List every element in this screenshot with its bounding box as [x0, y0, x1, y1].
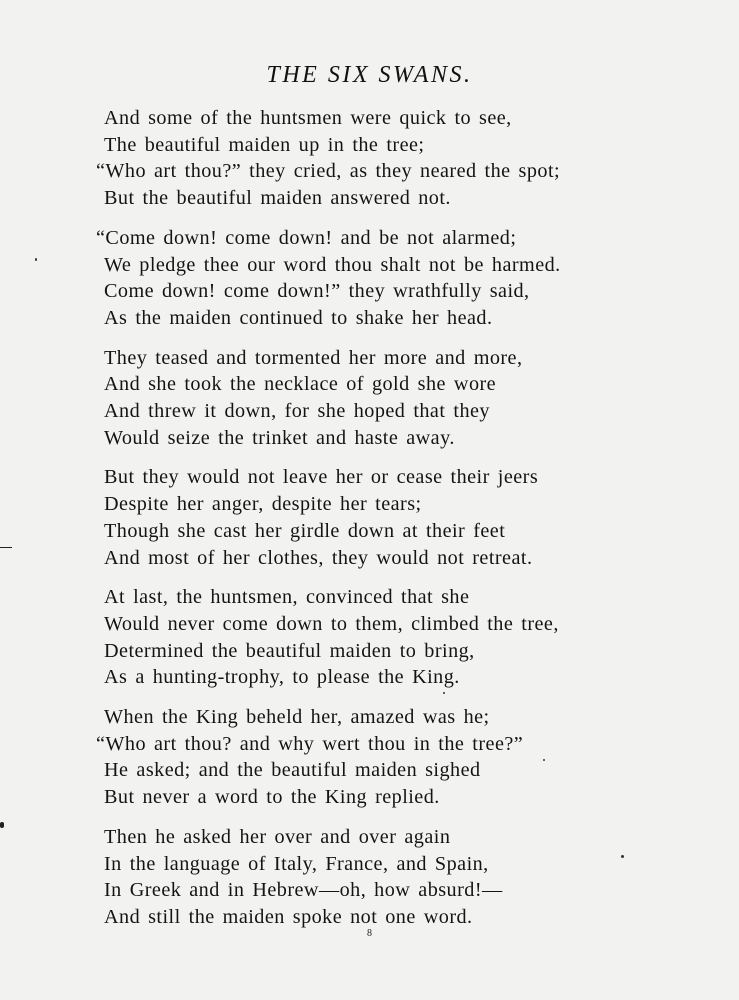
scan-speck: [35, 258, 37, 261]
poem-line: In Greek and in Hebrew—oh, how absurd!—: [104, 879, 503, 902]
stanza-5: [104, 584, 694, 691]
poem-line: Determined the beautiful maiden to bring,: [104, 639, 475, 662]
poem-line: We pledge thee our word thou shalt not be harmed.: [104, 253, 561, 276]
poem-line: When the King beheld her, amazed was he;: [104, 706, 490, 729]
stanza-1: [96, 105, 694, 212]
poem-line: And she took the necklace of gold she wore: [104, 373, 497, 396]
scan-speck: [543, 759, 545, 761]
stanza-6: [96, 704, 694, 811]
poem-line: At last, the huntsmen, convinced that she: [104, 586, 470, 609]
poem-line: And threw it down, for she hoped that they: [104, 400, 490, 423]
poem-line: Would never come down to them, climbed the tree,: [104, 612, 559, 635]
scan-speck: [621, 855, 624, 858]
scan-edge-mark: [0, 822, 4, 828]
poem-line: But the beautiful maiden answered not.: [104, 187, 451, 210]
poem-line: “Come down! come down! and be not alarmed;: [96, 226, 517, 249]
poem-line: The beautiful maiden up in the tree;: [104, 133, 425, 156]
poem-body: [96, 105, 694, 944]
poem-line: And still the maiden spoke not one word.: [104, 905, 473, 928]
stanza-4: [104, 464, 694, 571]
poem-line: As a hunting-trophy, to please the King.: [104, 666, 460, 689]
poem-line: He asked; and the beautiful maiden sighed: [104, 759, 481, 782]
page-number: 8: [367, 928, 372, 939]
scan-speck: [443, 692, 445, 694]
stanza-7: [104, 824, 694, 931]
poem-line: Despite her anger, despite her tears;: [104, 493, 422, 516]
poem-line: But never a word to the King replied.: [104, 786, 440, 809]
page-title: THE SIX SWANS.: [266, 62, 473, 88]
stanza-3: [104, 345, 694, 452]
scan-edge-mark: [0, 547, 12, 548]
poem-line: “Who art thou?” they cried, as they neared the spot;: [96, 160, 561, 183]
poem-line: As the maiden continued to shake her head.: [104, 306, 493, 329]
stanza-2: [96, 225, 694, 332]
poem-line: In the language of Italy, France, and Spain,: [104, 852, 489, 875]
poem-line: “Who art thou? and why wert thou in the tree?”: [96, 732, 524, 755]
poem-line: Though she cast her girdle down at their feet: [104, 519, 506, 542]
poem-line: Come down! come down!” they wrathfully said,: [104, 280, 530, 303]
poem-line: And some of the huntsmen were quick to see,: [104, 107, 512, 129]
poem-line: Would seize the trinket and haste away.: [104, 426, 455, 449]
poem-line: Then he asked her over and over again: [104, 825, 451, 848]
poem-line: And most of her clothes, they would not retreat.: [104, 546, 533, 569]
poem-line: But they would not leave her or cease their jeers: [104, 466, 539, 489]
poem-line: They teased and tormented her more and more,: [104, 346, 523, 369]
